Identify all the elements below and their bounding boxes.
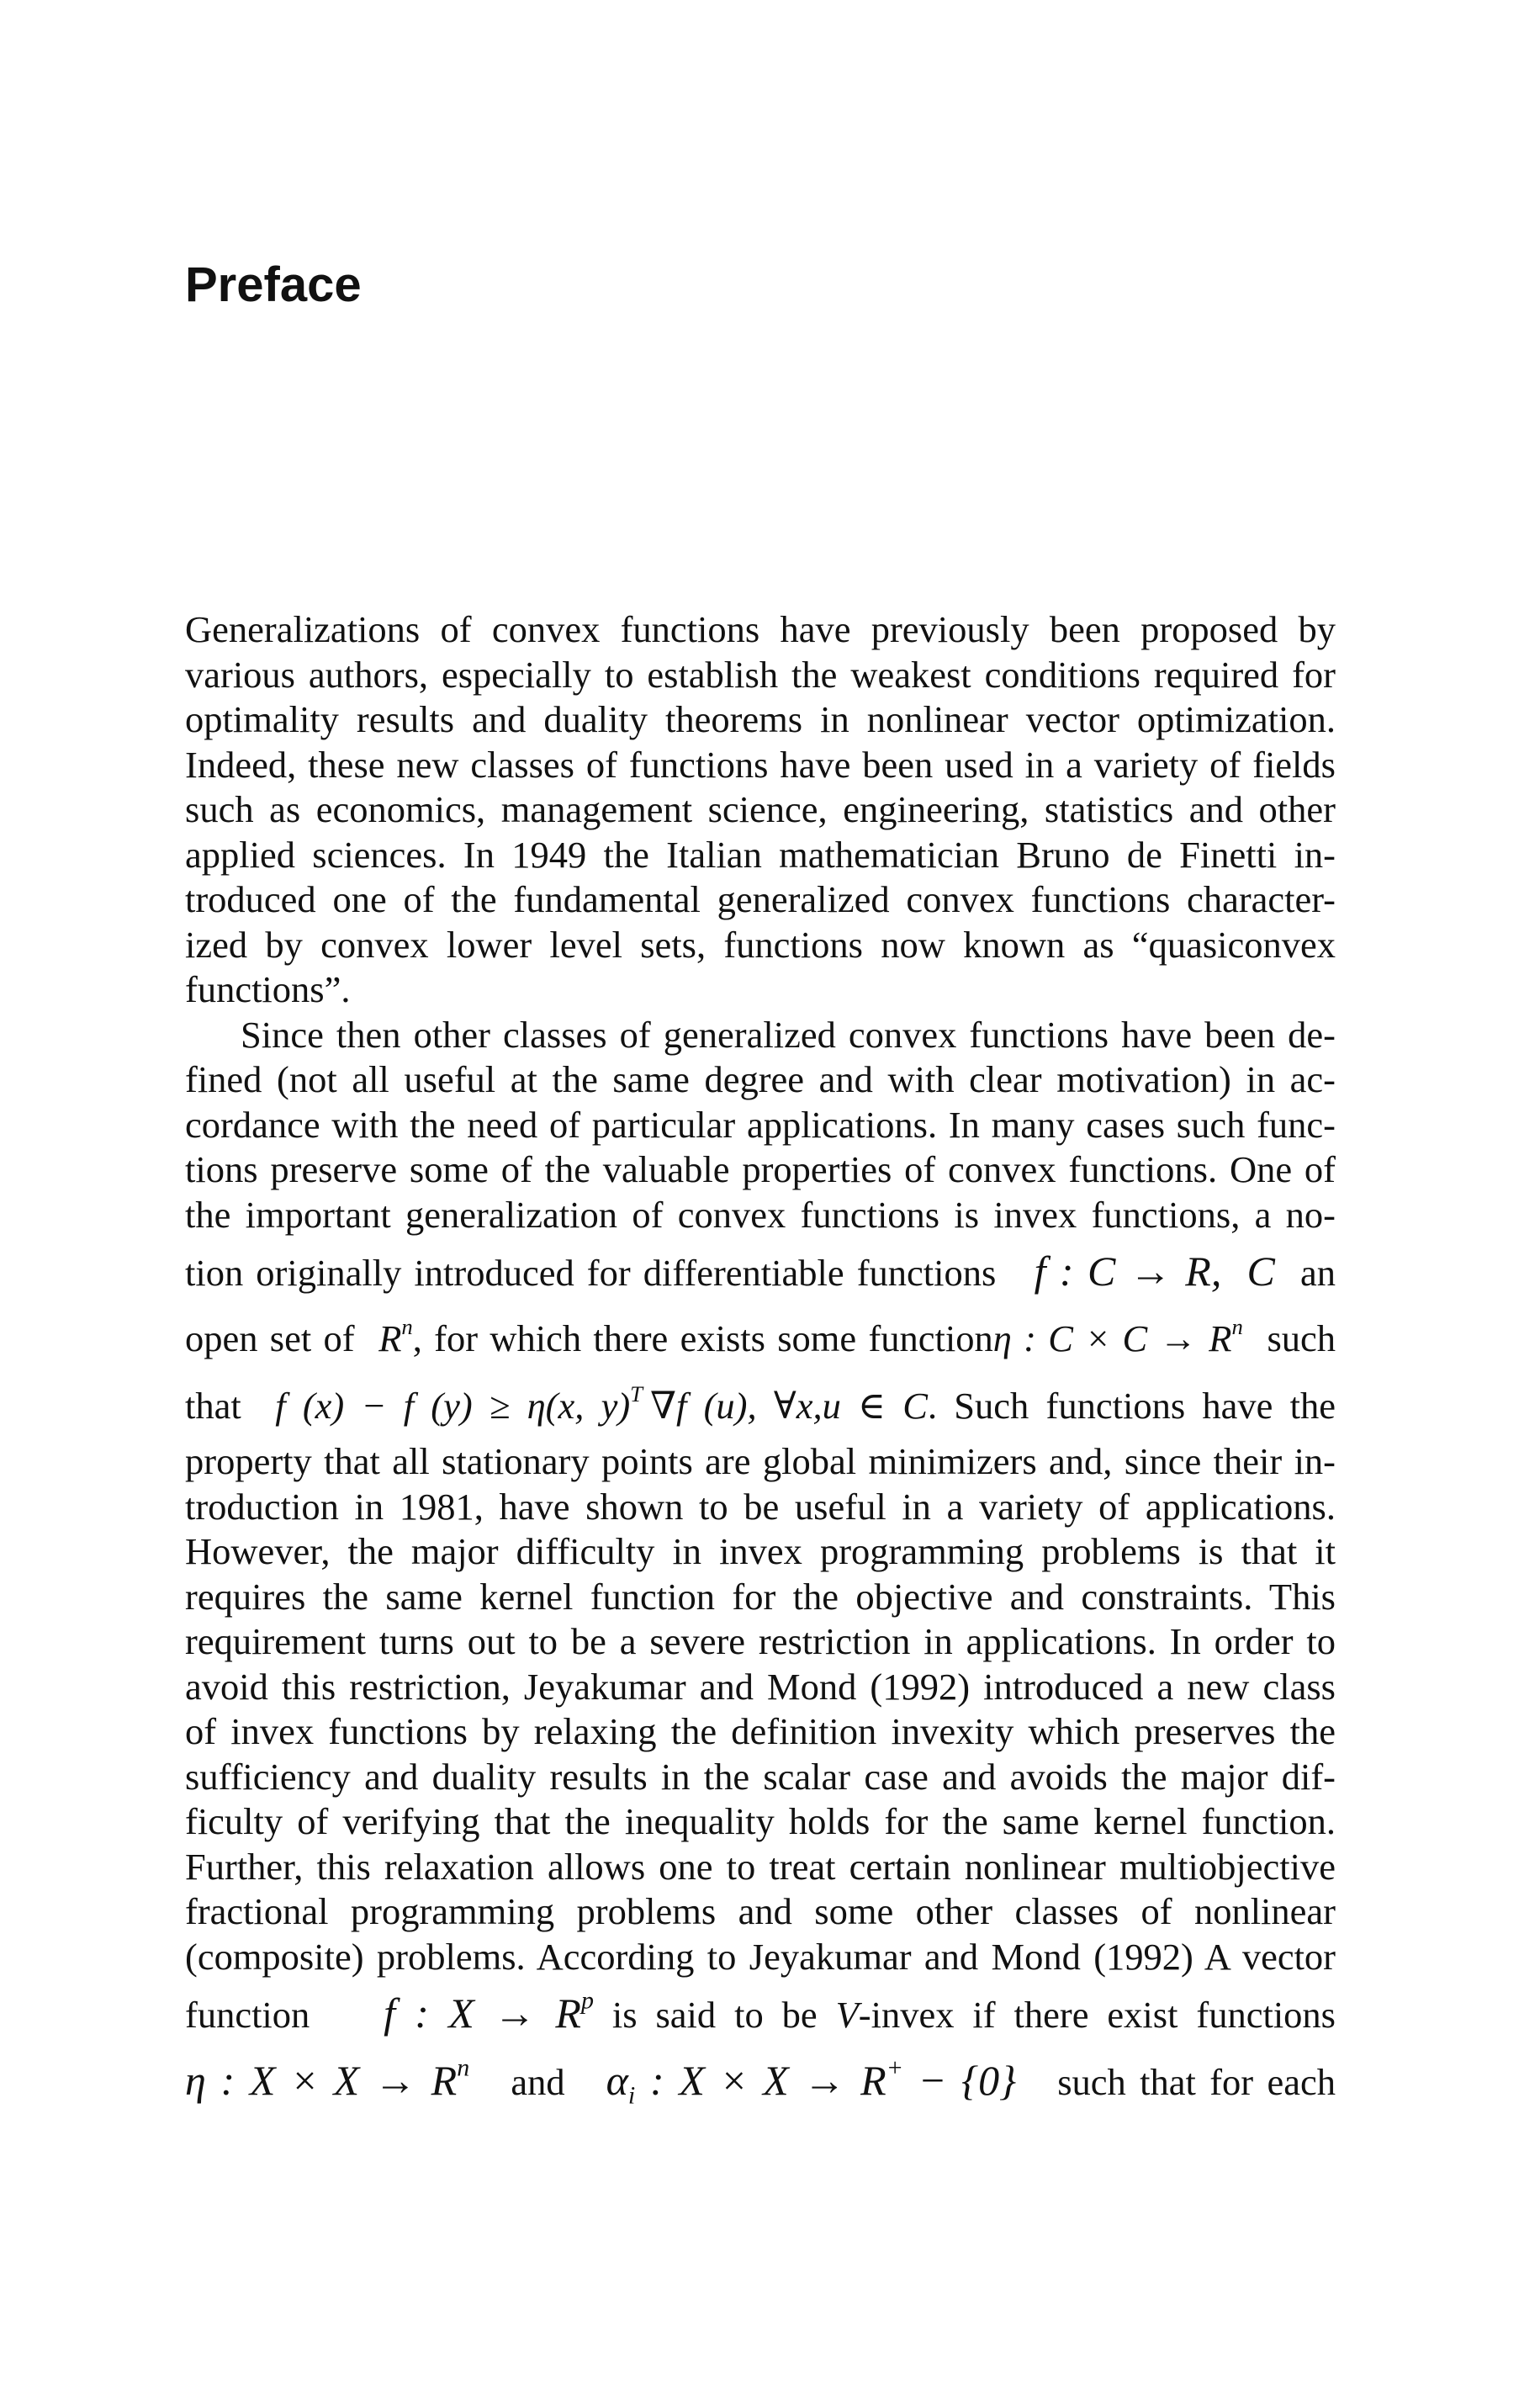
text-line: cordance with the need of particular applications. In many cases such func- (185, 1103, 1336, 1146)
math-symbol: η : X × X → R (185, 2057, 458, 2104)
paragraph-1 (185, 607, 1336, 1013)
text-line: of invex functions by relaxing the definition invexity which preserves the (185, 1710, 1336, 1752)
text-fragment: open set of (185, 1317, 355, 1359)
math-symbol: − {0} (918, 2057, 1017, 2104)
math-superscript: n (457, 2053, 470, 2082)
text-line: ficulty of verifying that the inequality holds for the same kernel function. (185, 1800, 1336, 1842)
math-superscript: n (401, 1313, 413, 1339)
chapter-heading: Preface (185, 257, 362, 312)
math-subscript: i (627, 2081, 636, 2110)
text-line: troduction in 1981, have shown to be useful in a variety of applications. (185, 1485, 1336, 1528)
text-fragment: . Such functions have the (927, 1385, 1336, 1427)
text-line: avoid this restriction, Jeyakumar and Mond (1992) introduced a new class (185, 1665, 1336, 1708)
text-fragment: and (511, 2061, 565, 2103)
text-line: property that all stationary points are global minimizers and, since their in- (185, 1440, 1336, 1482)
text-line: optimality results and duality theorems in nonlinear vector optimization. (185, 698, 1336, 740)
math-symbol: ∇f (u), ∀x,u ∈ C (649, 1385, 928, 1427)
math-superscript: T (630, 1380, 643, 1407)
text-fragment: function (185, 1994, 310, 2036)
math-expression (992, 1313, 1243, 1359)
math-superscript: n (1231, 1313, 1243, 1339)
text-line-with-math (185, 1372, 1336, 1439)
text-fragment: , for which there exists some function (412, 1317, 993, 1359)
math-expression (185, 2053, 470, 2104)
text-line: Generalizations of convex functions have previously been proposed by (185, 608, 1336, 650)
text-line: the important generalization of convex functions is invex functions, a no- (185, 1193, 1336, 1236)
math-symbol: R (378, 1317, 402, 1359)
text-fragment: -invex if there exist functions (858, 1994, 1336, 2036)
math-symbol: η : C × C → R (992, 1317, 1232, 1359)
text-line: requires the same kernel function for the objective and constraints. This (185, 1575, 1336, 1618)
text-line: (composite) problems. According to Jeyakumar and Mond (1992) A vector (185, 1935, 1336, 1978)
text-line: troduced one of the fundamental generalized convex functions character- (185, 878, 1336, 920)
text-line: various authors, especially to establish the weakest conditions required for (185, 653, 1336, 696)
math-expression (378, 1313, 413, 1359)
text-fragment: an (1300, 1252, 1336, 1294)
math-symbol: f (x) − f (y) ≥ η(x, y) (275, 1385, 631, 1427)
math-expression: C (1246, 1248, 1275, 1295)
math-superscript: p (580, 1986, 594, 2015)
text-line: such as economics, management science, engineering, statistics and other (185, 788, 1336, 830)
text-line-with-math (185, 1237, 1336, 1305)
text-fragment: is said to be (611, 1994, 818, 2036)
math-expression (384, 1986, 594, 2037)
text-fragment: that (185, 1385, 241, 1427)
text-line: applied sciences. In 1949 the Italian mathematician Bruno de Finetti in- (185, 833, 1336, 876)
math-expression: f : C → R, (1034, 1248, 1222, 1295)
text-fragment: V (835, 1994, 859, 2036)
text-line: requirement turns out to be a severe restriction in applications. In order to (185, 1620, 1336, 1662)
text-line: sufficiency and duality results in the scalar case and avoids the major dif- (185, 1755, 1336, 1798)
text-fragment: such that for each (1057, 2061, 1336, 2103)
math-symbol: f : X → R (384, 1989, 581, 2037)
math-symbol: : X × X → R (649, 2057, 886, 2104)
text-line: Indeed, these new classes of functions have been used in a variety of fields (185, 743, 1336, 786)
text-line: fractional programming problems and some other classes of nonlinear (185, 1890, 1336, 1932)
text-line: Further, this relaxation allows one to treat certain nonlinear multiobjective (185, 1845, 1336, 1888)
text-line: Since then other classes of generalized convex functions have been de- (241, 1013, 1336, 1056)
text-line-with-math (185, 1305, 1336, 1372)
text-line-with-math (185, 1979, 1336, 2047)
math-expression (606, 2053, 1017, 2110)
text-fragment: tion originally introduced for differentiable functions (185, 1252, 997, 1294)
text-line: functions”. (185, 968, 351, 1010)
paragraph-2 (185, 1013, 1336, 2115)
text-line: fined (not all useful at the same degree and with clear motivation) in ac- (185, 1058, 1336, 1100)
text-line: tions preserve some of the valuable properties of convex functions. One of (185, 1148, 1336, 1190)
math-superscript: + (886, 2053, 903, 2082)
text-fragment: such (1267, 1317, 1336, 1359)
math-symbol: α (606, 2057, 628, 2104)
text-line: ized by convex lower level sets, functions now known as “quasiconvex (185, 923, 1336, 966)
math-expression (275, 1380, 928, 1427)
text-line: However, the major difficulty in invex programming problems is that it (185, 1530, 1336, 1572)
preface-body (185, 607, 1336, 2114)
text-line-with-math (185, 2047, 1336, 2114)
